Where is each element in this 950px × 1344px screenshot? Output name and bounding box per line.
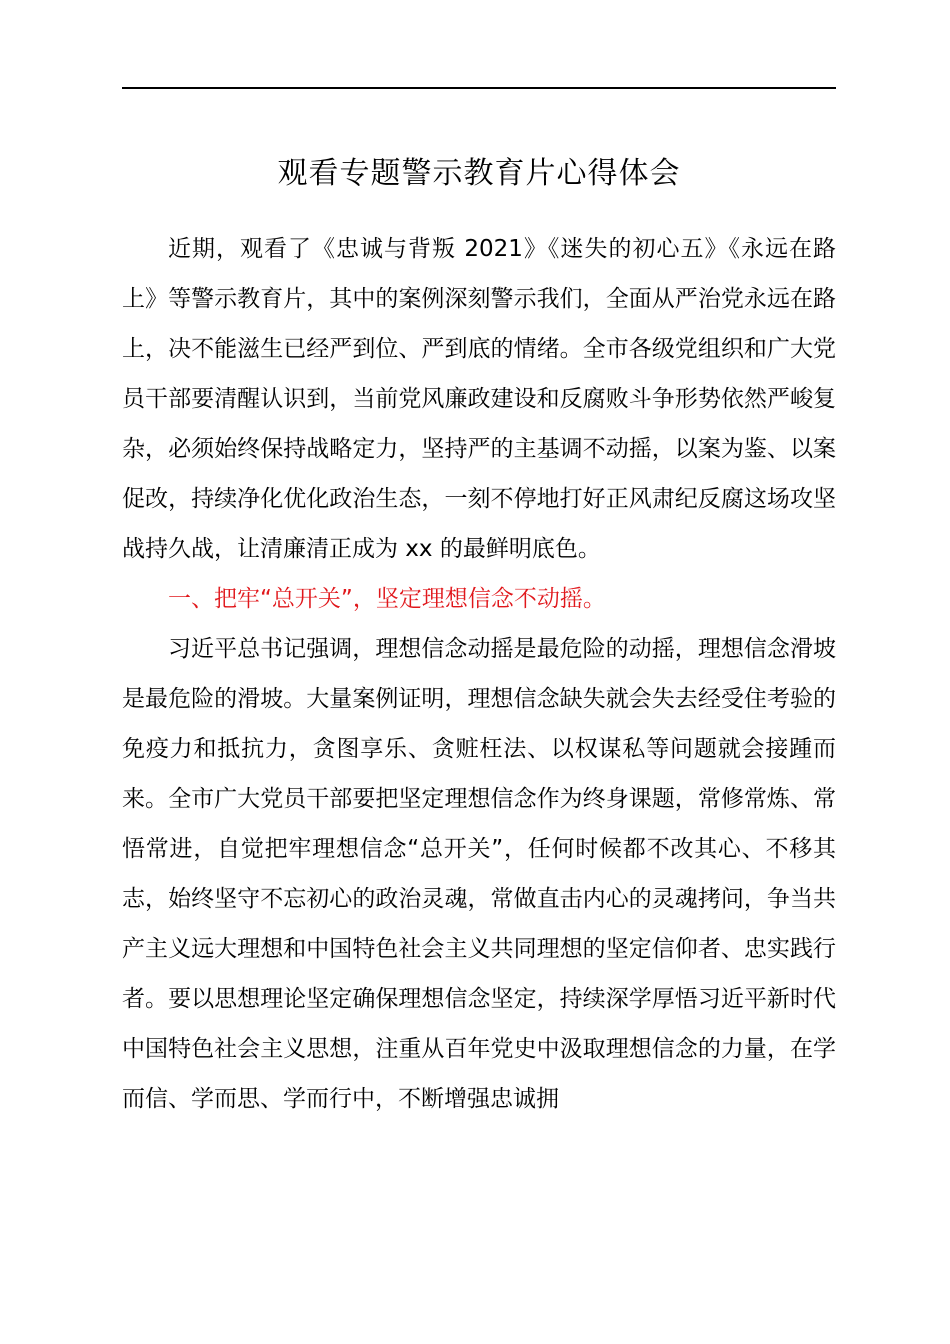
document-body — [122, 224, 836, 1124]
section-heading-1: 一、把牢“总开关”，坚定理想信念不动摇。 — [168, 586, 606, 612]
paragraph-section-1: 习近平总书记强调，理想信念动摇是最危险的动摇，理想信念滑坡是最危险的滑坡。大量案例证明，理想信念缺失就会失去经受住考验的免疫力和抵抗力，贪图享乐、贪赃枉法、以权谋私等问题就会接踵而来。全市广大党员干部要把坚定理想信念作为终身课题，常修常炼、常悟常进，自觉把牢理想信念“总开关”，任何时候都不改其心、不移其志，始终坚守不忘初心的政治灵魂，常做直击内心的灵魂拷问，争当共产主义远大理想和中国特色社会主义共同理想的坚定信仰者、忠实践行者。要以思想理论坚定确保理想信念坚定，持续深学厚悟习近平新时代中国特色社会主义思想，注重从百年党史中汲取理想信念的力量，在学而信、学而思、学而行中，不断增强忠诚拥 — [122, 636, 836, 1112]
document-title: 观看专题警示教育片心得体会 — [277, 156, 681, 191]
header-rule — [122, 87, 836, 89]
paragraph-intro: 近期，观看了《忠诚与背叛 2021》《迷失的初心五》《永远在路上》等警示教育片，其中的案例深刻警示我们，全面从严治党永远在路上，决不能滋生已经严到位、严到底的情绪。全市各级党组织和广大党员干部要清醒认识到，当前党风廉政建设和反腐败斗争形势依然严峻复杂，必须始终保持战略定力，坚持严的主基调不动摇，以案为鉴、以案促改，持续净化优化政治生态，一刻不停地打好正风肃纪反腐这场攻坚战持久战，让清廉清正成为 xx 的最鲜明底色。 — [122, 236, 836, 562]
